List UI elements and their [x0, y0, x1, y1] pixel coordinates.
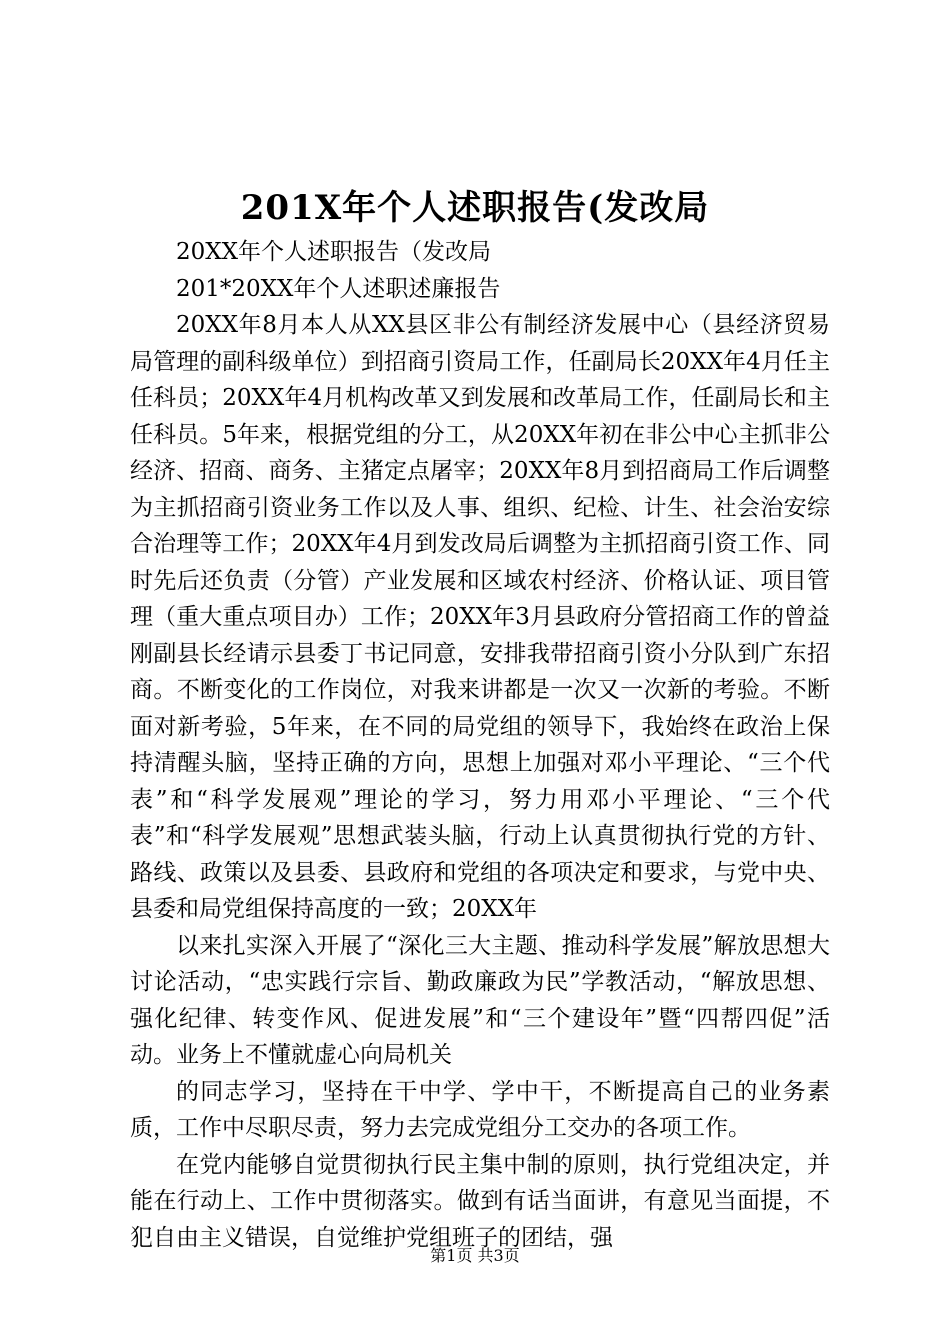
document-body — [130, 234, 830, 1256]
page-footer: 第1页 共3页 — [430, 1246, 520, 1265]
paragraph-party-principles: 在党内能够自觉贯彻执行民主集中制的原则，执行党组决定，并能在行动上、工作中贯彻落实。做到有话当面讲，有意见当面提，不犯自由主义错误，自觉维护党组班子的团结，强 — [130, 1151, 830, 1251]
paragraph-subtitle-2: 201*20XX年个人述职述廉报告 — [176, 275, 501, 302]
paragraph-subtitle-1: 20XX年个人述职报告（发改局 — [176, 239, 492, 265]
paragraph-activities: 以来扎实深入开展了“深化三大主题、推动科学发展”解放思想大讨论活动，“忠实践行宗旨、勤政廉政为民”学教活动，“解放思想、强化纪律、转变作风、促进发展”和“三个建设年”暨“四帮四促”活动。业务上不懂就虚心向局机关 — [130, 932, 830, 1068]
paragraph-work-history: 20XX年8月本人从XX县区非公有制经济发展中心（县经济贸易局管理的副科级单位）到招商引资局工作，任副局长20XX年4月任主任科员；20XX年4月机构改革又到发展和改革局工作，任副局长和主任科员。5年来，根据党组的分工，从20XX年初在非公中心主抓非公经济、招商、商务、主猪定点屠宰；20XX年8月到招商局工作后调整为主抓招商引资业务工作以及人事、组织、纪检、计生、社会治安综合治理等工作；20XX年4月到发改局后调整为主抓招商引资工作、同时先后还负责（分管）产业发展和区域农村经济、价格认证、项目管理（重大重点项目办）工作；20XX年3月县政府分管招商工作的曾益刚副县长经请示县委丁书记同意，安排我带招商引资小分队到广东招商。不断变化的工作岗位，对我来讲都是一次又一次新的考验。不断面对新考验，5年来，在不同的局党组的领导下，我始终在政治上保持清醒头脑，坚持正确的方向，思想上加强对邓小平理论、“三个代表”和“科学发展观”理论的学习，努力用邓小平理论、“三个代表”和“科学发展观”思想武装头脑，行动上认真贯彻执行党的方针、路线、政策以及县委、县政府和党组的各项决定和要求，与党中央、县委和局党组保持高度的一致；20XX年 — [130, 312, 830, 922]
paragraph-learning: 的同志学习，坚持在干中学、学中干，不断提高自己的业务素质，工作中尽职尽责，努力去完成党组分工交办的各项工作。 — [130, 1078, 830, 1141]
document-title: 201X年个人述职报告(发改局 — [240, 188, 710, 228]
